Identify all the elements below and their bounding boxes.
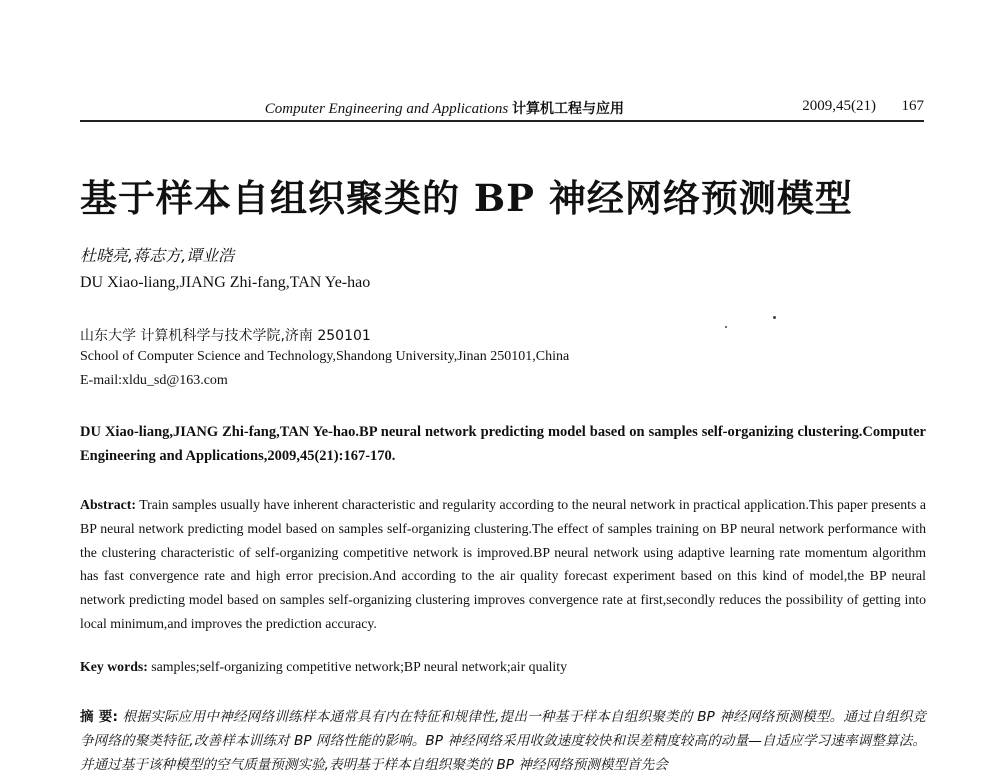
- paper-title: 基于样本自组织聚类的 BP 神经网络预测模型: [80, 176, 853, 220]
- running-header: [80, 96, 924, 122]
- speck-mark: [773, 316, 776, 319]
- abstract-label: Abstract:: [80, 497, 136, 512]
- abstract-english: [80, 493, 926, 636]
- author-email: E-mail:xldu_sd@163.com: [80, 373, 228, 388]
- keywords-label: Key words:: [80, 659, 148, 674]
- page-number: 167: [901, 98, 924, 114]
- citation: DU Xiao-liang,JIANG Zhi-fang,TAN Ye-hao.BP neural network predicting model based on samples self-organizing clustering.Computer Engineering and Applications,2009,45(21):167-170.: [80, 424, 926, 464]
- abstract-text: Train samples usually have inherent characteristic and regularity according to the neural network in practical application.This paper presents a BP neural network predicting model based on samples self-organizing clustering.The effect of samples training on BP neural network performance with the clustering characteristic of self-organizing competitive network is improved.BP neural network using adaptive learning rate momentum algorithm has fast convergence rate and high error precision.And according to the air quality forecast experiment based on this kind of model,the BP neural network predicting model based on samples self-organizing clustering improves convergence rate at first,secondly reduces the possibility of getting into local minimum,and improves the prediction accuracy.: [80, 497, 927, 631]
- speck-mark: [725, 326, 727, 328]
- affiliation-chinese: 山东大学 计算机科学与技术学院,济南 250101: [80, 328, 371, 344]
- volume-info: 2009,45(21): [802, 98, 876, 114]
- authors-chinese: 杜晓亮,蒋志方,谭业浩: [80, 246, 235, 265]
- keywords-text: samples;self-organizing competitive network;BP neural network;air quality: [151, 659, 567, 674]
- journal-name: Computer Engineering and Applications 计算机工程与应用: [264, 101, 624, 117]
- authors-english: DU Xiao-liang,JIANG Zhi-fang,TAN Ye-hao: [80, 274, 371, 291]
- keywords: [80, 659, 926, 675]
- cn-abstract-text: 根据实际应用中神经网络训练样本通常具有内在特征和规律性,提出一种基于样本自组织聚类的 BP 神经网络预测模型。通过自组织竞争网络的聚类特征,改善样本训练对 BP 网络性能的影响。BP 神经网络采用收敛速度较快和误差精度较高的动量—自适应学习速率调整算法。并通过基于该种模型的空气质量预测实验,表明基于样本自组织聚类的 BP 神经网络预测模型首先会: [80, 709, 926, 773]
- abstract-chinese: [80, 705, 926, 777]
- cn-abstract-label: 摘 要:: [80, 709, 118, 725]
- affiliation-english: School of Computer Science and Technology,Shandong University,Jinan 250101,China: [80, 349, 570, 364]
